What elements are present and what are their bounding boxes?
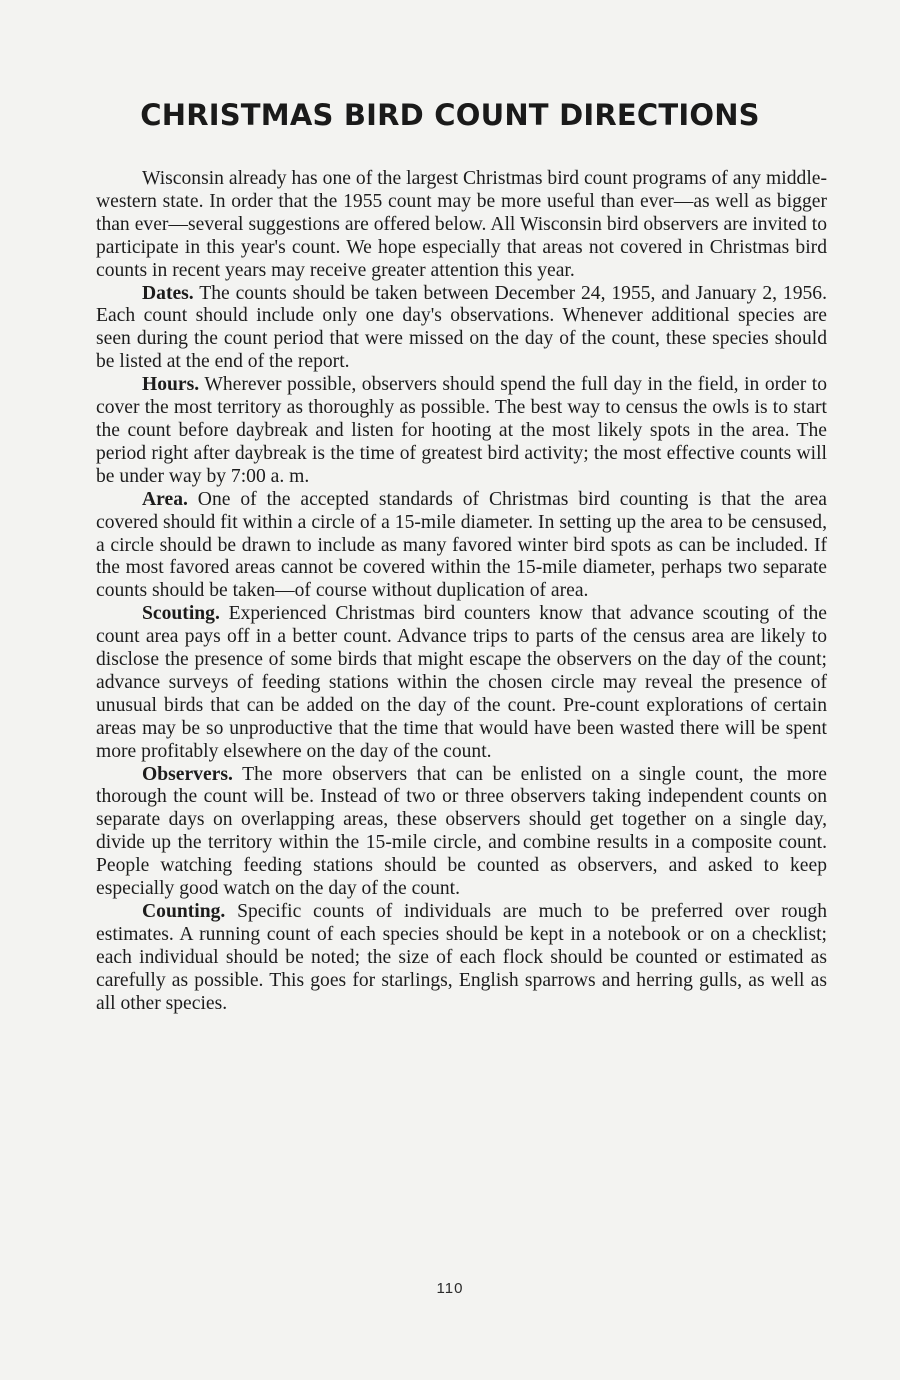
- paragraph-text: Wherever possible, observers should spend the full day in the field, in order to cover the most territory as thoroughly as possible. The best way to census the owls is to start the count before daybreak and listen for hooting at the most likely spots in the area. The period right after daybreak is the time of greatest bird activity; the most effective counts will be under way by 7:00 a. m.: [96, 374, 827, 487]
- paragraph-dates: [96, 283, 827, 375]
- paragraph-heading: Scouting.: [142, 603, 220, 625]
- paragraph-scouting: [96, 603, 827, 763]
- paragraph-text: The more observers that can be enlisted on a single count, the more thorough the count will be. Instead of two or three observers taking independent counts on separate days on overlapping areas, these observers should get together on a single day, divide up the territory within the 15-mile circle, and combine results in a composite count. People watching feeding stations should be counted as observers, and asked to keep especially good watch on the day of the count.: [96, 763, 827, 900]
- paragraph-counting: [96, 901, 827, 1016]
- paragraph-heading: Observers.: [142, 763, 233, 785]
- paragraph-text: Experienced Christmas bird counters know that advance scouting of the count area pays off in a better count. Advance trips to parts of the census area are likely to disclose the presence of some birds that might escape the observers on the day of the count; advance surveys of feeding stations within the chosen circle may reveal the presence of unusual birds that can be added on the day of the count. Pre-count explorations of certain areas may be so unproductive that the time that would have been wasted there will be spent more profitably elsewhere on the day of the count.: [96, 603, 827, 762]
- paragraph-heading: Hours.: [142, 374, 200, 396]
- paragraph-area: [96, 489, 827, 604]
- paragraph-hours: [96, 374, 827, 489]
- paragraph-heading: Dates.: [142, 282, 194, 304]
- paragraph-observers: [96, 764, 827, 901]
- paragraph-text: Specific counts of individuals are much to be preferred over rough estimates. A running count of each species should be kept in a notebook or on a checklist; each individual should be noted; the size of each flock should be counted or estimated as carefully as possible. This goes for starlings, English sparrows and herring gulls, as well as all other species.: [96, 901, 827, 1014]
- paragraph-text: The counts should be taken between December 24, 1955, and January 2, 1956. Each count should include only one day's observations. Whenever additional species are seen during the count period that were missed on the day of the count, these species should be listed at the end of the report.: [96, 282, 827, 373]
- paragraph-text: One of the accepted standards of Christmas bird counting is that the area covered should fit within a circle of a 15-mile diameter. In setting up the area to be censused, a circle should be drawn to include as many favored winter bird spots as can be included. If the most favored areas cannot be covered within the 15-mile diameter, perhaps two separate counts should be taken—of course without duplication of area.: [96, 488, 827, 602]
- page-title: CHRISTMAS BIRD COUNT DIRECTIONS: [140, 98, 760, 132]
- paragraph-heading: Counting.: [142, 901, 226, 922]
- article-body: [96, 168, 827, 1016]
- page-number: 110: [436, 1280, 464, 1297]
- paragraph-heading: Area.: [142, 488, 188, 510]
- intro-paragraph: Wisconsin already has one of the largest Christmas bird count programs of any middle-western state. In order that the 1955 count may be more useful than ever—as well as bigger than ever—several suggestions are offered below. All Wisconsin bird observers are invited to participate in this year's count. We hope especially that areas not covered in Christmas bird counts in recent years may receive greater attention this year.: [96, 168, 827, 281]
